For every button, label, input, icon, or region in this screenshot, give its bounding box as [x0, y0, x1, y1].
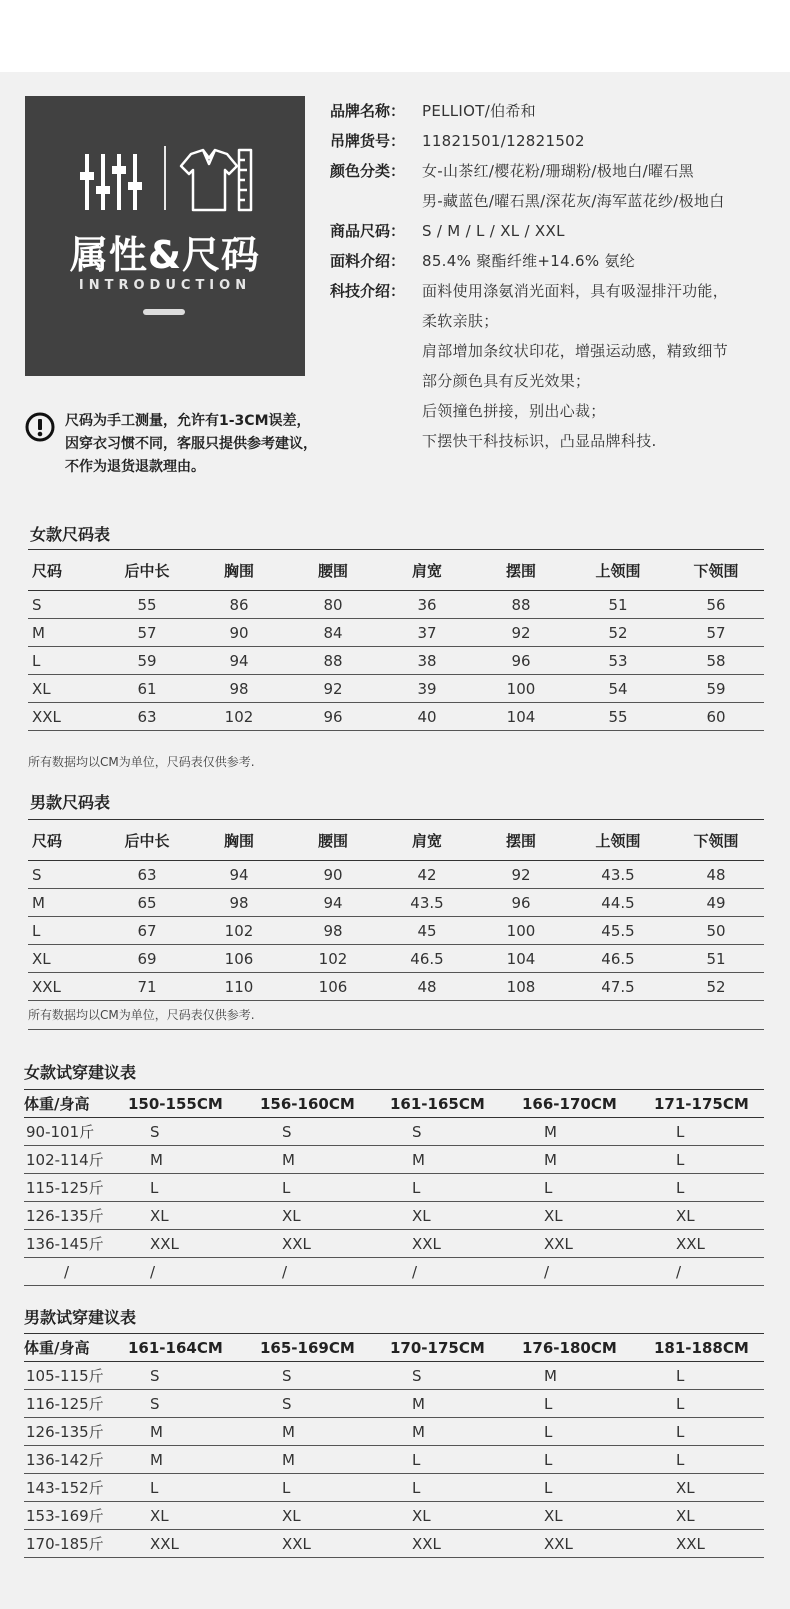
table-row	[24, 1474, 764, 1502]
table-cell: XL	[390, 1502, 522, 1530]
info-value: PELLIOT/伯希和	[422, 102, 536, 120]
table-row	[24, 1362, 764, 1390]
table-cell: 94	[192, 861, 286, 889]
info-value: 部分颜色具有反光效果；	[422, 372, 591, 390]
header-cell: 后中长	[102, 820, 192, 861]
table-cell: 106	[192, 945, 286, 973]
info-value: 肩部增加条纹状印花，增强运动感，精致细节	[422, 342, 729, 360]
info-row	[330, 366, 790, 396]
table-header-row	[28, 550, 764, 591]
table-cell: M	[390, 1390, 522, 1418]
table-cell: 65	[102, 889, 192, 917]
table-cell: L	[522, 1174, 654, 1202]
table-cell: 92	[474, 861, 568, 889]
header-cell: 176-180CM	[522, 1334, 654, 1362]
table-cell: /	[522, 1258, 654, 1286]
header-cell: 156-160CM	[260, 1090, 390, 1118]
table-cell: S	[260, 1118, 390, 1146]
table-cell: 50	[668, 917, 764, 945]
header-cell: 上领围	[568, 550, 668, 591]
table-cell: 67	[102, 917, 192, 945]
table-cell: 153-169斤	[24, 1502, 128, 1530]
table-cell: M	[28, 619, 102, 647]
table-cell: XXL	[390, 1530, 522, 1558]
info-row	[330, 126, 790, 156]
info-value: 柔软亲肤；	[422, 312, 499, 330]
info-row	[330, 156, 790, 186]
table-cell: 39	[380, 675, 474, 703]
table-cell: L	[654, 1362, 764, 1390]
table-cell: XL	[522, 1502, 654, 1530]
women-size-table	[28, 549, 764, 731]
shirt-ruler-icon	[177, 148, 257, 214]
table-cell: L	[654, 1174, 764, 1202]
table-cell: XXL	[522, 1530, 654, 1558]
table-cell: L	[260, 1174, 390, 1202]
table-cell: 57	[102, 619, 192, 647]
header-cell: 下领围	[668, 820, 764, 861]
notice-text	[65, 410, 365, 479]
header-cell: 下领围	[668, 550, 764, 591]
table-cell: 106	[286, 973, 380, 1001]
table-cell: 43.5	[380, 889, 474, 917]
table-cell: 48	[380, 973, 474, 1001]
table-cell: M	[522, 1362, 654, 1390]
header-cell: 摆围	[474, 550, 568, 591]
table-cell: 116-125斤	[24, 1390, 128, 1418]
table-cell: 36	[380, 591, 474, 619]
info-row	[330, 216, 790, 246]
info-row	[330, 276, 790, 306]
info-row	[330, 186, 790, 216]
info-value: 85.4% 聚酯纤维+14.6% 氨纶	[422, 252, 636, 270]
table-cell: 90	[192, 619, 286, 647]
header-cell: 161-164CM	[128, 1334, 260, 1362]
table-row	[28, 703, 764, 731]
table-cell: 80	[286, 591, 380, 619]
header-cell: 166-170CM	[522, 1090, 654, 1118]
header-cell: 165-169CM	[260, 1334, 390, 1362]
table-cell: S	[260, 1390, 390, 1418]
table-cell: XL	[522, 1202, 654, 1230]
table-cell: 96	[286, 703, 380, 731]
table-row	[24, 1530, 764, 1558]
table-cell: /	[24, 1258, 128, 1286]
header-cell: 腰围	[286, 550, 380, 591]
table-cell: 45.5	[568, 917, 668, 945]
table-cell: XL	[654, 1474, 764, 1502]
header-cell: 上领围	[568, 820, 668, 861]
table-cell: 86	[192, 591, 286, 619]
table-cell: 126-135斤	[24, 1418, 128, 1446]
table-cell: 102	[192, 703, 286, 731]
table-cell: XXL	[654, 1230, 764, 1258]
table-cell: 51	[568, 591, 668, 619]
info-value: 11821501/12821502	[422, 132, 585, 150]
table-row	[28, 945, 764, 973]
notice-line: 尺码为手工测量，允许有1-3CM误差，	[65, 413, 311, 429]
table-cell: 88	[286, 647, 380, 675]
header-cell: 摆围	[474, 820, 568, 861]
table-cell: 63	[102, 861, 192, 889]
header-cell: 150-155CM	[128, 1090, 260, 1118]
table-cell: 43.5	[568, 861, 668, 889]
table-cell: 69	[102, 945, 192, 973]
men-size-title: 男款尺码表	[30, 793, 111, 812]
header-cell: 170-175CM	[390, 1334, 522, 1362]
table-cell: S	[28, 861, 102, 889]
header-cell: 体重/身高	[24, 1334, 128, 1362]
info-value: 男-藏蓝色/曜石黑/深花灰/海军蓝花纱/极地白	[422, 192, 725, 210]
table-row	[28, 973, 764, 1001]
table-row	[24, 1202, 764, 1230]
table-cell: 92	[286, 675, 380, 703]
header-cell: 胸围	[192, 550, 286, 591]
table-row	[24, 1446, 764, 1474]
table-cell: 59	[668, 675, 764, 703]
header-cell: 肩宽	[380, 820, 474, 861]
table-cell: XL	[390, 1202, 522, 1230]
info-row	[330, 306, 790, 336]
men-size-body	[28, 861, 764, 1001]
info-value: 女-山茶红/樱花粉/珊瑚粉/极地白/曜石黑	[422, 162, 694, 180]
table-cell: 55	[102, 591, 192, 619]
table-cell: L	[522, 1446, 654, 1474]
table-cell: L	[128, 1174, 260, 1202]
table-cell: S	[128, 1390, 260, 1418]
table-cell: M	[128, 1446, 260, 1474]
table-cell: 84	[286, 619, 380, 647]
info-value: S / M / L / XL / XXL	[422, 222, 565, 240]
table-row	[24, 1118, 764, 1146]
table-cell: 90-101斤	[24, 1118, 128, 1146]
table-cell: XXL	[28, 703, 102, 731]
table-cell: M	[390, 1418, 522, 1446]
table-cell: M	[390, 1146, 522, 1174]
table-cell: 59	[102, 647, 192, 675]
table-cell: 98	[192, 889, 286, 917]
sliders-icon	[77, 152, 157, 212]
table-cell: 37	[380, 619, 474, 647]
table-row	[28, 647, 764, 675]
info-label: 颜色分类：	[330, 162, 406, 180]
table-cell: XL	[128, 1202, 260, 1230]
table-cell: 136-145斤	[24, 1230, 128, 1258]
women-fit-title: 女款试穿建议表	[24, 1063, 137, 1082]
table-cell: 170-185斤	[24, 1530, 128, 1558]
table-cell: XXL	[28, 973, 102, 1001]
table-cell: 47.5	[568, 973, 668, 1001]
table-row	[24, 1174, 764, 1202]
header-cell: 161-165CM	[390, 1090, 522, 1118]
table-cell: L	[654, 1418, 764, 1446]
header-cell: 腰围	[286, 820, 380, 861]
women-fit-table	[24, 1089, 764, 1286]
info-label: 科技介绍：	[330, 282, 406, 300]
table-cell: 55	[568, 703, 668, 731]
table-cell: XL	[654, 1202, 764, 1230]
table-cell: 45	[380, 917, 474, 945]
table-cell: 98	[192, 675, 286, 703]
table-cell: 63	[102, 703, 192, 731]
table-cell: XL	[654, 1502, 764, 1530]
table-cell: M	[260, 1446, 390, 1474]
table-cell: 57	[668, 619, 764, 647]
women-size-body	[28, 591, 764, 731]
table-cell: 90	[286, 861, 380, 889]
table-cell: M	[128, 1146, 260, 1174]
product-info	[330, 96, 790, 456]
table-cell: XXL	[128, 1230, 260, 1258]
info-value: 下摆快干科技标识，凸显品牌科技.	[422, 432, 657, 450]
table-row	[24, 1502, 764, 1530]
table-cell: XXL	[522, 1230, 654, 1258]
table-cell: 38	[380, 647, 474, 675]
table-cell: 108	[474, 973, 568, 1001]
women-fit-body	[24, 1118, 764, 1286]
table-row	[24, 1390, 764, 1418]
table-cell: 136-142斤	[24, 1446, 128, 1474]
info-row	[330, 246, 790, 276]
table-cell: 115-125斤	[24, 1174, 128, 1202]
table-cell: 88	[474, 591, 568, 619]
men-fit-table	[24, 1333, 764, 1558]
header-cell: 后中长	[102, 550, 192, 591]
table-cell: 51	[668, 945, 764, 973]
table-header-row	[28, 820, 764, 861]
table-cell: XL	[260, 1202, 390, 1230]
table-cell: L	[28, 917, 102, 945]
header-cell: 171-175CM	[654, 1090, 764, 1118]
table-cell: 42	[380, 861, 474, 889]
table-cell: 58	[668, 647, 764, 675]
table-row	[24, 1230, 764, 1258]
info-row	[330, 96, 790, 126]
table-row	[24, 1258, 764, 1286]
table-cell: 143-152斤	[24, 1474, 128, 1502]
table-header-row	[24, 1334, 764, 1362]
table-cell: 100	[474, 675, 568, 703]
table-row	[28, 591, 764, 619]
table-cell: L	[390, 1446, 522, 1474]
header-cell: 181-188CM	[654, 1334, 764, 1362]
table-cell: 40	[380, 703, 474, 731]
table-cell: 61	[102, 675, 192, 703]
men-size-note: 所有数据均以CM为单位，尺码表仅供参考.	[28, 1006, 764, 1030]
info-label: 商品尺码：	[330, 222, 406, 240]
table-cell: L	[522, 1390, 654, 1418]
table-cell: S	[390, 1118, 522, 1146]
header-cell: 体重/身高	[24, 1090, 128, 1118]
table-cell: XL	[28, 945, 102, 973]
table-cell: M	[260, 1146, 390, 1174]
table-cell: L	[128, 1474, 260, 1502]
intro-title: 属性&尺码	[69, 233, 261, 277]
table-cell: L	[260, 1474, 390, 1502]
table-cell: 54	[568, 675, 668, 703]
table-cell: XXL	[654, 1530, 764, 1558]
exclamation-icon	[25, 412, 55, 442]
men-fit-body	[24, 1362, 764, 1558]
table-cell: 60	[668, 703, 764, 731]
table-cell: 48	[668, 861, 764, 889]
table-cell: 126-135斤	[24, 1202, 128, 1230]
table-cell: 52	[668, 973, 764, 1001]
table-cell: /	[654, 1258, 764, 1286]
header-cell: 尺码	[28, 820, 102, 861]
header-cell: 胸围	[192, 820, 286, 861]
info-row	[330, 396, 790, 426]
info-value: 面料使用涤氨消光面料，具有吸湿排汗功能，	[422, 282, 729, 300]
table-cell: /	[390, 1258, 522, 1286]
table-cell: 56	[668, 591, 764, 619]
table-cell: XXL	[260, 1530, 390, 1558]
table-cell: 71	[102, 973, 192, 1001]
info-row	[330, 336, 790, 366]
table-cell: S	[128, 1362, 260, 1390]
notice-line: 不作为退货退款理由。	[65, 459, 205, 475]
table-cell: L	[522, 1474, 654, 1502]
table-cell: 96	[474, 889, 568, 917]
men-fit-title: 男款试穿建议表	[24, 1308, 137, 1327]
table-cell: 53	[568, 647, 668, 675]
header-cell: 肩宽	[380, 550, 474, 591]
table-row	[24, 1418, 764, 1446]
table-cell: 105-115斤	[24, 1362, 128, 1390]
info-label: 品牌名称：	[330, 102, 406, 120]
table-cell: /	[128, 1258, 260, 1286]
info-row	[330, 426, 790, 456]
intro-bar	[143, 309, 185, 315]
table-cell: L	[390, 1174, 522, 1202]
table-cell: 98	[286, 917, 380, 945]
top-white-band	[0, 0, 790, 72]
table-cell: M	[522, 1118, 654, 1146]
table-cell: 46.5	[568, 945, 668, 973]
table-cell: XL	[28, 675, 102, 703]
table-cell: XXL	[260, 1230, 390, 1258]
table-cell: 92	[474, 619, 568, 647]
table-cell: 94	[192, 647, 286, 675]
table-cell: 100	[474, 917, 568, 945]
table-cell: 44.5	[568, 889, 668, 917]
intro-banner	[25, 96, 305, 376]
table-cell: M	[260, 1418, 390, 1446]
table-cell: S	[260, 1362, 390, 1390]
intro-subtitle: INTRODUCTION	[78, 278, 252, 293]
table-row	[28, 889, 764, 917]
women-size-title: 女款尺码表	[30, 525, 111, 544]
table-cell: L	[390, 1474, 522, 1502]
table-cell: L	[654, 1146, 764, 1174]
table-cell: XL	[260, 1502, 390, 1530]
table-cell: XXL	[128, 1530, 260, 1558]
table-cell: L	[654, 1446, 764, 1474]
info-label: 面料介绍：	[330, 252, 406, 270]
header-cell: 尺码	[28, 550, 102, 591]
table-cell: 52	[568, 619, 668, 647]
table-row	[28, 917, 764, 945]
table-cell: 49	[668, 889, 764, 917]
table-cell: S	[28, 591, 102, 619]
table-header-row	[24, 1090, 764, 1118]
table-cell: 102-114斤	[24, 1146, 128, 1174]
table-cell: 102	[192, 917, 286, 945]
info-value: 后领撞色拼接，别出心裁；	[422, 402, 606, 420]
table-cell: XXL	[390, 1230, 522, 1258]
table-cell: L	[522, 1418, 654, 1446]
table-cell: M	[28, 889, 102, 917]
table-row	[24, 1146, 764, 1174]
table-cell: L	[654, 1390, 764, 1418]
table-cell: M	[522, 1146, 654, 1174]
table-row	[28, 675, 764, 703]
notice-line: 因穿衣习惯不同，客服只提供参考建议，	[65, 436, 317, 452]
table-cell: XL	[128, 1502, 260, 1530]
table-cell: L	[28, 647, 102, 675]
table-cell: /	[260, 1258, 390, 1286]
table-cell: 46.5	[380, 945, 474, 973]
men-size-table	[28, 819, 764, 1001]
table-cell: 104	[474, 703, 568, 731]
table-cell: L	[654, 1118, 764, 1146]
women-size-note: 所有数据均以CM为单位，尺码表仅供参考.	[28, 755, 255, 769]
table-cell: M	[128, 1418, 260, 1446]
table-cell: 104	[474, 945, 568, 973]
table-cell: 96	[474, 647, 568, 675]
table-cell: S	[128, 1118, 260, 1146]
table-row	[28, 861, 764, 889]
table-cell: 102	[286, 945, 380, 973]
table-cell: 94	[286, 889, 380, 917]
table-cell: S	[390, 1362, 522, 1390]
divider	[164, 146, 166, 210]
table-row	[28, 619, 764, 647]
table-cell: 110	[192, 973, 286, 1001]
info-label: 吊牌货号：	[330, 132, 406, 150]
